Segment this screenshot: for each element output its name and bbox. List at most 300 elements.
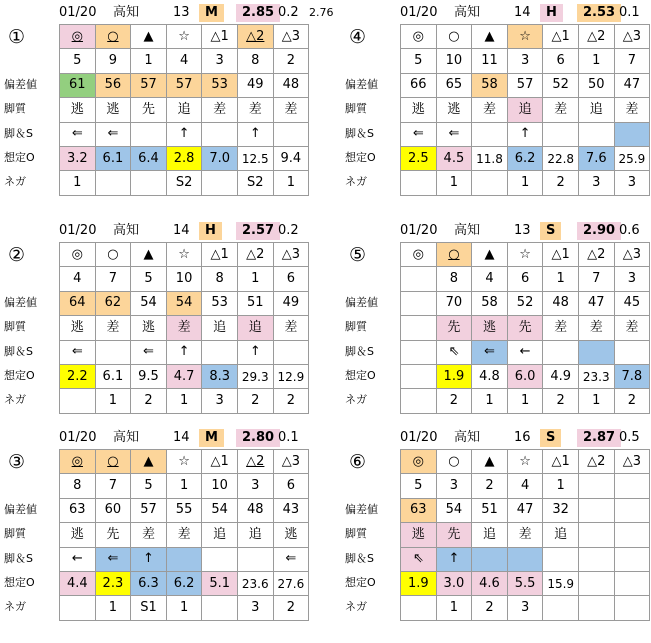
table-cell xyxy=(401,291,437,315)
table-cell: 48 xyxy=(237,498,273,522)
table-cell: 3 xyxy=(507,596,543,620)
table-cell: 62 xyxy=(95,291,131,315)
table-cell: 43 xyxy=(273,498,309,522)
table-cell: 1 xyxy=(95,389,131,413)
table-cell: 4.6 xyxy=(472,571,508,595)
table-cell: 1 xyxy=(507,171,543,195)
table-cell: ▲ xyxy=(131,25,167,49)
table-row xyxy=(60,316,309,340)
table-row xyxy=(60,122,309,146)
table-cell: ↑ xyxy=(237,122,273,146)
table-cell: 1 xyxy=(237,267,273,291)
table-cell: △3 xyxy=(273,450,309,474)
table-cell: 8.3 xyxy=(202,364,238,388)
table-cell: ⇐ xyxy=(95,547,131,571)
table-cell: 9 xyxy=(95,49,131,73)
table-cell: 1 xyxy=(436,171,472,195)
race-venue: 高知 xyxy=(454,430,481,445)
table-cell xyxy=(614,523,650,547)
table-cell: 66 xyxy=(401,73,437,97)
table-cell xyxy=(131,122,167,146)
table-cell: 5 xyxy=(401,474,437,498)
score-value: 2.80 xyxy=(236,429,280,447)
table-cell: 11 xyxy=(472,49,508,73)
row-label: ネガ xyxy=(4,175,26,189)
table-row xyxy=(401,122,650,146)
table-cell: 7.6 xyxy=(578,146,614,170)
table-cell: ⇖ xyxy=(436,340,472,364)
table-cell: ○ xyxy=(436,450,472,474)
table-cell: 50 xyxy=(578,73,614,97)
table-cell: ⇐ xyxy=(436,122,472,146)
table-row xyxy=(60,146,309,170)
row-label: 脚＆S xyxy=(345,344,374,358)
table-cell: 7 xyxy=(578,267,614,291)
table-cell: 差 xyxy=(166,316,202,340)
table-cell: 追 xyxy=(507,98,543,122)
table-cell: △1 xyxy=(543,243,579,267)
table-row xyxy=(60,498,309,522)
table-cell: 6.2 xyxy=(507,146,543,170)
race-venue: 高知 xyxy=(113,5,140,20)
table-cell xyxy=(202,547,238,571)
table-cell xyxy=(60,389,96,413)
table-cell: 5 xyxy=(401,49,437,73)
row-label: 偏差値 xyxy=(4,295,37,309)
table-cell: 1 xyxy=(166,389,202,413)
table-cell: 3 xyxy=(614,171,650,195)
race-date: 01/20 xyxy=(59,430,97,445)
table-cell xyxy=(273,122,309,146)
table-cell: 49 xyxy=(273,291,309,315)
table-cell: 8 xyxy=(436,267,472,291)
table-cell: 1.9 xyxy=(436,364,472,388)
table-cell xyxy=(401,389,437,413)
table-cell: 57 xyxy=(131,498,167,522)
table-cell: 29.3 xyxy=(237,364,273,388)
table-cell xyxy=(202,340,238,364)
table-cell: 1 xyxy=(60,171,96,195)
score-value: 2.90 xyxy=(577,222,621,240)
table-cell: 52 xyxy=(543,73,579,97)
table-row xyxy=(401,596,650,620)
table-cell xyxy=(202,596,238,620)
row-label: 偏差値 xyxy=(4,77,37,91)
runner-count: 13 xyxy=(514,223,531,238)
grade-badge: S xyxy=(540,222,561,240)
table-cell xyxy=(401,171,437,195)
table-cell: 差 xyxy=(273,98,309,122)
table-cell: 先 xyxy=(507,316,543,340)
table-cell: 6.2 xyxy=(166,571,202,595)
table-cell: ◎ xyxy=(60,25,96,49)
race-panel xyxy=(0,0,334,215)
table-cell: 逃 xyxy=(273,523,309,547)
table-cell: 61 xyxy=(60,73,96,97)
prediction-table xyxy=(59,24,309,196)
table-row xyxy=(401,523,650,547)
table-cell: 1 xyxy=(578,389,614,413)
table-row xyxy=(60,291,309,315)
table-cell: 2 xyxy=(131,389,167,413)
table-row xyxy=(60,267,309,291)
table-row xyxy=(60,389,309,413)
extra-value: 0.1 xyxy=(278,430,299,445)
table-cell: 3 xyxy=(578,171,614,195)
race-header xyxy=(341,4,651,22)
table-cell: ◎ xyxy=(401,243,437,267)
table-row xyxy=(401,340,650,364)
table-cell xyxy=(95,340,131,364)
table-cell: 54 xyxy=(166,291,202,315)
table-cell: 差 xyxy=(273,316,309,340)
row-label: 想定O xyxy=(4,576,35,589)
table-cell: 54 xyxy=(436,498,472,522)
prediction-table xyxy=(59,242,309,414)
table-row xyxy=(401,498,650,522)
table-cell: 差 xyxy=(166,523,202,547)
table-cell: 63 xyxy=(60,498,96,522)
table-cell: 51 xyxy=(237,291,273,315)
table-cell: 1 xyxy=(436,596,472,620)
table-cell: ⇐ xyxy=(401,122,437,146)
table-row xyxy=(401,389,650,413)
table-row xyxy=(60,171,309,195)
table-cell: 追 xyxy=(543,523,579,547)
extra-value: 0.1 xyxy=(619,5,640,20)
table-cell: ○ xyxy=(95,25,131,49)
table-cell: 2 xyxy=(543,171,579,195)
table-cell: 25.9 xyxy=(614,146,650,170)
table-cell: 差 xyxy=(237,98,273,122)
table-cell: 逃 xyxy=(401,523,437,547)
grade-badge: H xyxy=(199,222,222,240)
table-cell: 1 xyxy=(166,596,202,620)
prediction-table xyxy=(59,449,309,621)
row-label: 脚質 xyxy=(4,527,26,541)
table-row xyxy=(60,73,309,97)
table-cell: ↑ xyxy=(507,122,543,146)
row-label: 偏差値 xyxy=(4,502,37,516)
runner-count: 14 xyxy=(173,430,190,445)
row-label: 脚＆S xyxy=(4,126,33,140)
table-cell: 2.2 xyxy=(60,364,96,388)
row-label: 偏差値 xyxy=(345,502,378,516)
table-cell: 5 xyxy=(131,267,167,291)
table-cell: 63 xyxy=(401,498,437,522)
table-cell xyxy=(543,340,579,364)
table-cell: ☆ xyxy=(166,450,202,474)
table-cell xyxy=(578,122,614,146)
table-cell: 差 xyxy=(202,98,238,122)
table-cell: 11.8 xyxy=(472,146,508,170)
table-row xyxy=(401,146,650,170)
table-cell: 差 xyxy=(95,316,131,340)
table-cell: ☆ xyxy=(507,243,543,267)
table-cell: ↑ xyxy=(166,122,202,146)
table-cell: 5.5 xyxy=(507,571,543,595)
table-cell: 5 xyxy=(60,49,96,73)
row-label: ネガ xyxy=(345,393,367,407)
table-row xyxy=(60,364,309,388)
race-header xyxy=(0,222,310,240)
runner-count: 13 xyxy=(173,5,190,20)
race-date: 01/20 xyxy=(400,430,438,445)
table-cell xyxy=(614,571,650,595)
table-cell: 4 xyxy=(507,474,543,498)
runner-count: 14 xyxy=(173,223,190,238)
table-row xyxy=(401,171,650,195)
table-cell: 4.5 xyxy=(436,146,472,170)
table-cell: 45 xyxy=(614,291,650,315)
race-header xyxy=(0,429,310,447)
table-cell: △2 xyxy=(237,450,273,474)
table-cell: 3 xyxy=(237,474,273,498)
prediction-table xyxy=(400,242,650,414)
table-cell: 3 xyxy=(614,267,650,291)
table-cell: △3 xyxy=(614,450,650,474)
table-cell: ⇐ xyxy=(60,122,96,146)
table-cell: 1.9 xyxy=(401,571,437,595)
score-value: 2.85 xyxy=(236,4,280,22)
table-cell: ⇐ xyxy=(472,340,508,364)
table-cell xyxy=(614,547,650,571)
table-cell: 追 xyxy=(578,98,614,122)
race-number: ③ xyxy=(8,451,26,473)
table-row xyxy=(401,450,650,474)
table-cell: ⇐ xyxy=(60,340,96,364)
table-cell: 2 xyxy=(472,596,508,620)
table-row xyxy=(401,571,650,595)
table-cell: ↑ xyxy=(166,340,202,364)
table-row xyxy=(60,49,309,73)
table-cell: ○ xyxy=(436,243,472,267)
race-panel xyxy=(341,0,651,215)
table-cell xyxy=(578,547,614,571)
table-cell: 70 xyxy=(436,291,472,315)
table-cell: 6.1 xyxy=(95,146,131,170)
table-cell: 2 xyxy=(436,389,472,413)
race-date: 01/20 xyxy=(59,5,97,20)
table-cell: 1 xyxy=(578,49,614,73)
table-cell: 4.4 xyxy=(60,571,96,595)
table-cell: 7.0 xyxy=(202,146,238,170)
row-label: 脚質 xyxy=(4,102,26,116)
table-cell: 先 xyxy=(436,523,472,547)
table-cell: S2 xyxy=(166,171,202,195)
table-cell: 逃 xyxy=(60,316,96,340)
row-label: 想定O xyxy=(4,151,35,164)
table-cell xyxy=(202,122,238,146)
table-row xyxy=(401,243,650,267)
table-cell: 6 xyxy=(273,474,309,498)
table-cell: 差 xyxy=(472,98,508,122)
row-label: 脚質 xyxy=(345,320,367,334)
table-cell: 追 xyxy=(472,523,508,547)
table-cell: 57 xyxy=(507,73,543,97)
table-cell: 6 xyxy=(273,267,309,291)
row-label: 想定O xyxy=(4,369,35,382)
table-cell xyxy=(614,340,650,364)
table-cell: ☆ xyxy=(507,450,543,474)
table-cell: 47 xyxy=(507,498,543,522)
table-cell xyxy=(614,474,650,498)
table-cell: 27.6 xyxy=(273,571,309,595)
table-row xyxy=(60,571,309,595)
table-cell xyxy=(472,122,508,146)
table-cell: ← xyxy=(507,340,543,364)
table-cell: 3 xyxy=(436,474,472,498)
table-cell xyxy=(401,316,437,340)
table-cell: ⇐ xyxy=(131,340,167,364)
table-cell: 逃 xyxy=(401,98,437,122)
grade-badge: M xyxy=(199,4,224,22)
race-panel xyxy=(0,218,310,433)
table-cell: ○ xyxy=(95,450,131,474)
table-cell xyxy=(507,547,543,571)
table-cell: 7 xyxy=(95,474,131,498)
table-cell xyxy=(543,547,579,571)
table-cell: 2 xyxy=(273,596,309,620)
extra-value: 0.2 xyxy=(278,5,299,20)
table-cell: 2 xyxy=(472,474,508,498)
table-cell: 54 xyxy=(131,291,167,315)
table-cell: 23.6 xyxy=(237,571,273,595)
table-cell: 追 xyxy=(166,98,202,122)
extra-value: 0.2 xyxy=(278,223,299,238)
table-cell: △3 xyxy=(614,25,650,49)
table-cell: 56 xyxy=(95,73,131,97)
table-cell xyxy=(472,547,508,571)
table-cell: 6 xyxy=(543,49,579,73)
runner-count: 14 xyxy=(514,5,531,20)
table-cell xyxy=(543,596,579,620)
table-cell: 47 xyxy=(578,291,614,315)
table-cell xyxy=(401,596,437,620)
table-cell: △1 xyxy=(202,450,238,474)
table-row xyxy=(60,450,309,474)
table-cell: 64 xyxy=(60,291,96,315)
table-cell: 10 xyxy=(202,474,238,498)
table-cell: 差 xyxy=(614,316,650,340)
score-value: 2.87 xyxy=(577,429,621,447)
table-cell: △2 xyxy=(237,25,273,49)
row-label: ネガ xyxy=(4,600,26,614)
table-cell: 22.8 xyxy=(543,146,579,170)
table-cell: 53 xyxy=(202,291,238,315)
table-cell: 15.9 xyxy=(543,571,579,595)
table-cell: 差 xyxy=(543,316,579,340)
row-label: ネガ xyxy=(4,393,26,407)
table-cell: 3 xyxy=(237,596,273,620)
table-cell: 12.5 xyxy=(237,146,273,170)
table-cell: S1 xyxy=(131,596,167,620)
table-cell: ⇐ xyxy=(273,547,309,571)
table-cell xyxy=(578,474,614,498)
table-cell: ▲ xyxy=(472,450,508,474)
table-row xyxy=(401,291,650,315)
race-venue: 高知 xyxy=(454,223,481,238)
table-cell: ↑ xyxy=(436,547,472,571)
table-cell: 先 xyxy=(131,98,167,122)
table-cell: 60 xyxy=(95,498,131,522)
extra-value-2: 2.76 xyxy=(309,6,334,19)
table-cell: 3.0 xyxy=(436,571,472,595)
table-cell: 1 xyxy=(507,389,543,413)
table-cell: 49 xyxy=(237,73,273,97)
table-cell: 4 xyxy=(472,267,508,291)
table-cell: 54 xyxy=(202,498,238,522)
row-label: ネガ xyxy=(345,600,367,614)
table-cell: ▲ xyxy=(472,243,508,267)
prediction-table xyxy=(400,449,650,621)
table-cell: 1 xyxy=(95,596,131,620)
race-number: ② xyxy=(8,244,26,266)
table-cell xyxy=(543,122,579,146)
table-cell: △2 xyxy=(578,243,614,267)
table-cell xyxy=(202,171,238,195)
table-cell xyxy=(237,547,273,571)
table-cell: 52 xyxy=(507,291,543,315)
table-cell xyxy=(578,571,614,595)
table-cell: 逃 xyxy=(60,523,96,547)
table-cell: ← xyxy=(60,547,96,571)
table-cell: 7.8 xyxy=(614,364,650,388)
table-cell xyxy=(614,498,650,522)
table-cell: ⇖ xyxy=(401,547,437,571)
table-cell xyxy=(401,340,437,364)
row-label: 脚＆S xyxy=(4,551,33,565)
table-cell: 8 xyxy=(237,49,273,73)
table-row xyxy=(401,474,650,498)
race-panel xyxy=(341,425,651,640)
row-label: 想定O xyxy=(345,369,376,382)
table-cell: 逃 xyxy=(472,316,508,340)
table-cell: 7 xyxy=(614,49,650,73)
table-row xyxy=(401,364,650,388)
race-number: ④ xyxy=(349,26,367,48)
table-cell: 1 xyxy=(273,171,309,195)
table-cell: 47 xyxy=(614,73,650,97)
table-cell: 4.9 xyxy=(543,364,579,388)
row-label: 想定O xyxy=(345,151,376,164)
table-cell: ▲ xyxy=(472,25,508,49)
table-cell: 差 xyxy=(543,98,579,122)
table-cell: 48 xyxy=(543,291,579,315)
table-cell: 9.5 xyxy=(131,364,167,388)
race-panel xyxy=(341,218,651,433)
table-cell: 差 xyxy=(614,98,650,122)
table-cell: 2 xyxy=(614,389,650,413)
table-row xyxy=(401,98,650,122)
table-cell: 48 xyxy=(273,73,309,97)
table-cell: 23.3 xyxy=(578,364,614,388)
row-label: 脚質 xyxy=(345,102,367,116)
table-cell: 32 xyxy=(543,498,579,522)
table-cell: ◎ xyxy=(401,25,437,49)
table-cell: 追 xyxy=(202,523,238,547)
table-cell: 6.4 xyxy=(131,146,167,170)
row-label: 脚＆S xyxy=(4,344,33,358)
table-cell: ○ xyxy=(95,243,131,267)
table-cell: △1 xyxy=(543,450,579,474)
score-value: 2.57 xyxy=(236,222,280,240)
table-cell: 2 xyxy=(273,49,309,73)
table-cell: 10 xyxy=(166,267,202,291)
table-cell: △3 xyxy=(273,243,309,267)
table-cell: 6.1 xyxy=(95,364,131,388)
table-cell xyxy=(401,364,437,388)
